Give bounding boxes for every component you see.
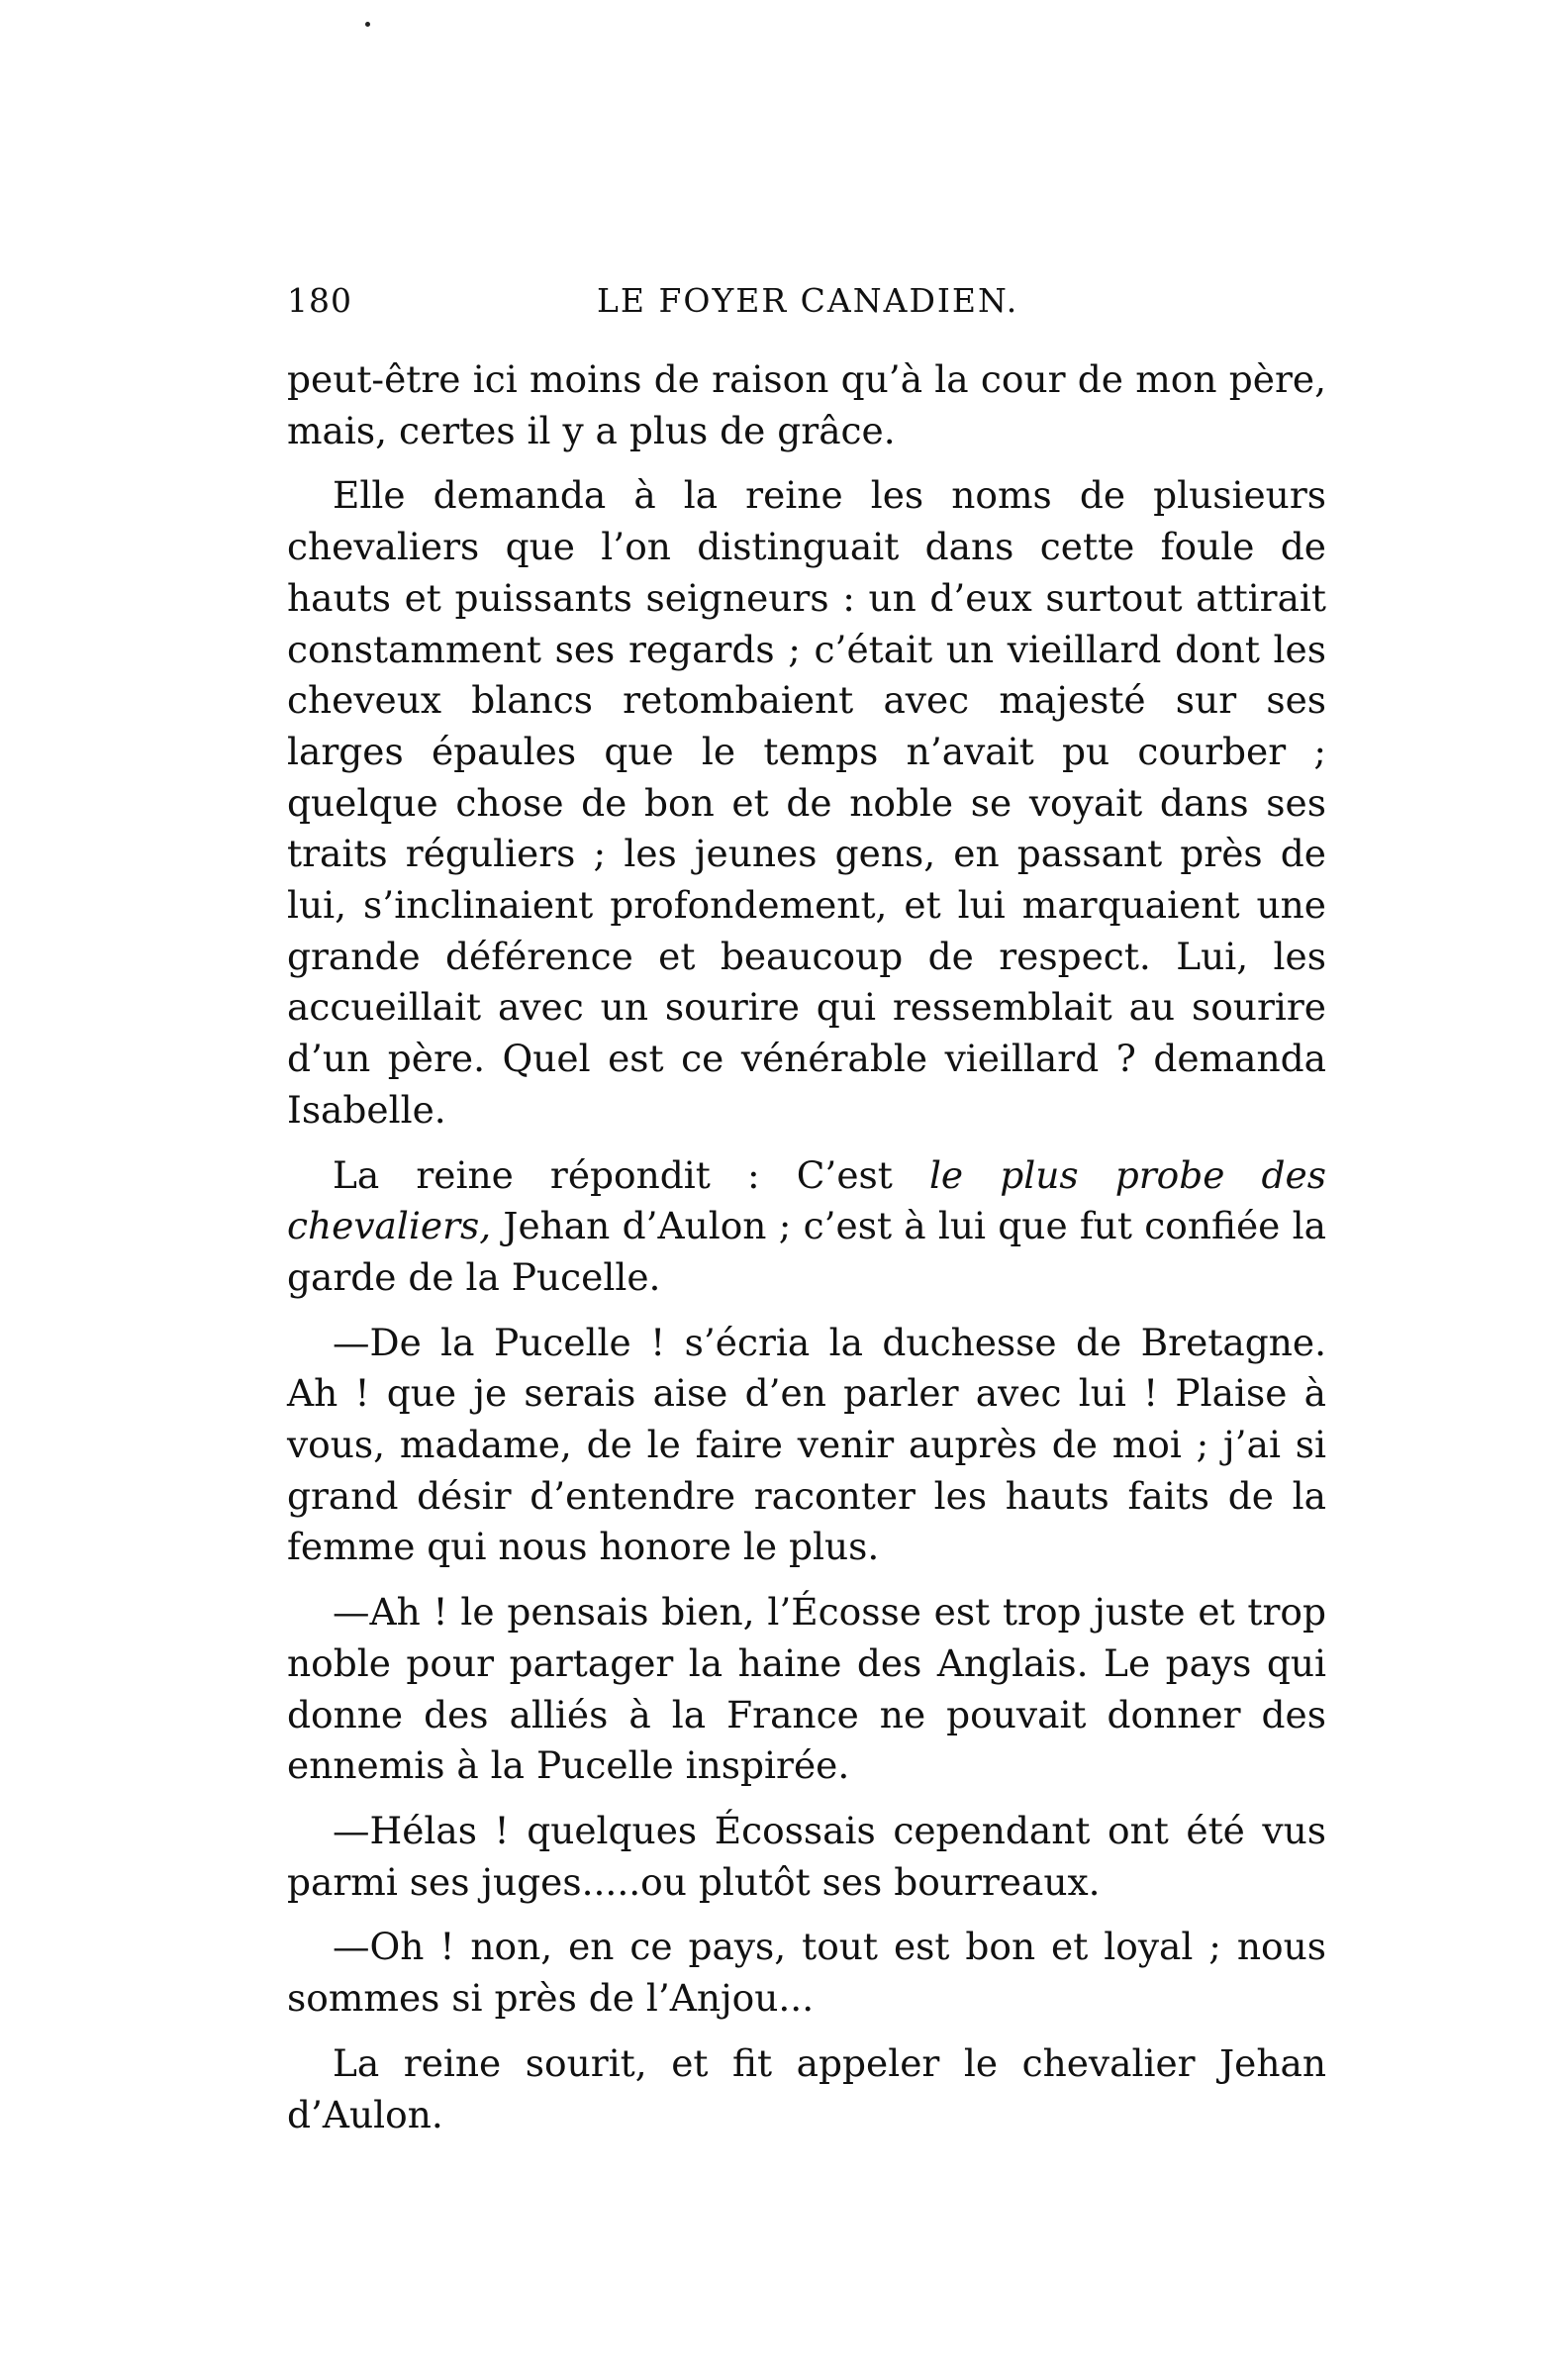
- body-text: [287, 354, 1326, 2140]
- paragraph: —Ah ! le pensais bien, l’Écosse est trop juste et trop noble pour partager la haine des Anglais. Le pays qui donne des alliés à la France ne pouvait donner des ennemis à la Pucelle inspirée.: [287, 1590, 1326, 1788]
- paragraph-continuation: peut-être ici moins de raison qu’à la cour de mon père, mais, certes il y a plus de grâce.: [287, 357, 1326, 452]
- paragraph: [287, 1150, 1326, 1304]
- paragraph-text: La reine répondit : C’est: [333, 1152, 929, 1197]
- paragraph-text: Jehan d’Aulon ; c’est à lui que fut confiée la garde de la Pucelle.: [287, 1204, 1326, 1299]
- paragraph: —Hélas ! quelques Écossais cependant ont été vus parmi ses juges.....ou plutôt ses bourreaux.: [287, 1808, 1326, 1904]
- page-number: 180: [287, 281, 352, 320]
- running-title: LE FOYER CANADIEN.: [597, 281, 1019, 320]
- paragraph: —Oh ! non, en ce pays, tout est bon et loyal ; nous sommes si près de l’Anjou...: [287, 1925, 1326, 2021]
- ink-speck: [365, 22, 370, 27]
- italic-quote: le plus probe des chevaliers,: [287, 1152, 1326, 1248]
- paragraph: —De la Pucelle ! s’écria la duchesse de Bretagne. Ah ! que je serais aise d’en parler avec lui ! Plaise à vous, madame, de le faire venir auprès de moi ; j’ai si grand désir d’entendre raconter les hauts faits de la femme qui nous honore le plus.: [287, 1320, 1326, 1569]
- page-header: [287, 281, 1326, 331]
- paragraph: Elle demanda à la reine les noms de plusieurs chevaliers que l’on distinguait dans cette foule de hauts et puissants seigneurs : un d’eux surtout attirait constamment ses regards ; c’était un vieillard dont les cheveux blancs retombaient avec majesté sur ses larges épaules que le temps n’avait pu courber ; quelque chose de bon et de noble se voyait dans ses traits réguliers ; les jeunes gens, en passant près de lui, s’inclinaient profondement, et lui marquaient une grande déférence et beaucoup de respect. Lui, les accueillait avec un sourire qui ressemblait au sourire d’un père. Quel est ce vénérable vieillard ? demanda Isabelle.: [287, 473, 1326, 1132]
- paragraph: La reine sourit, et fit appeler le chevalier Jehan d’Aulon.: [287, 2040, 1326, 2136]
